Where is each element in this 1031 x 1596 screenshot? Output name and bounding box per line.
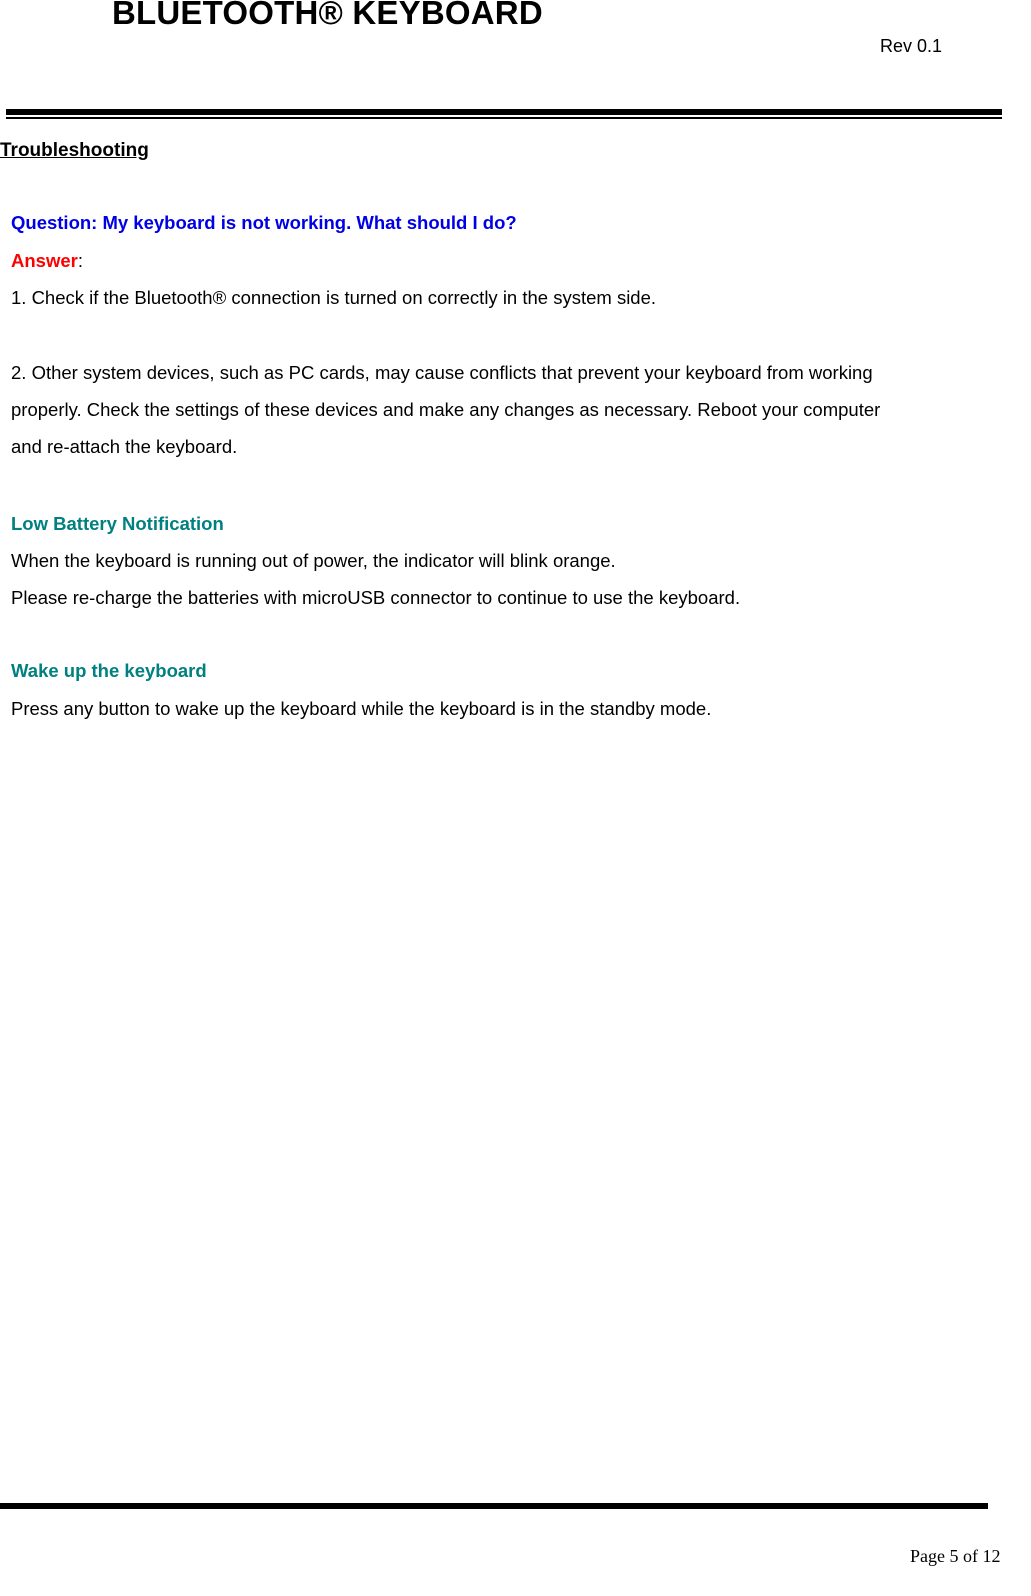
header-divider-thick bbox=[6, 109, 1002, 115]
answer-step-2-line-1: 2. Other system devices, such as PC cards, may cause conflicts that prevent your keyboard from working bbox=[11, 362, 873, 383]
footer-divider bbox=[0, 1503, 988, 1509]
section-title: Troubleshooting bbox=[0, 140, 149, 161]
low-battery-heading: Low Battery Notification bbox=[11, 513, 224, 534]
answer-label: Answer bbox=[11, 250, 78, 271]
header-divider-thin bbox=[6, 117, 1002, 119]
answer-step-2-line-2: properly. Check the settings of these devices and make any changes as necessary. Reboot your computer bbox=[11, 399, 881, 420]
revision-label: Rev 0.1 bbox=[880, 36, 943, 56]
wake-up-line-1: Press any button to wake up the keyboard while the keyboard is in the standby mode. bbox=[11, 698, 712, 719]
low-battery-line-1: When the keyboard is running out of power, the indicator will blink orange. bbox=[11, 550, 616, 571]
low-battery-line-2: Please re-charge the batteries with microUSB connector to continue to use the keyboard. bbox=[11, 587, 741, 608]
answer-step-2-line-3: and re-attach the keyboard. bbox=[11, 436, 238, 457]
faq-question: Question: My keyboard is not working. What should I do? bbox=[11, 212, 517, 233]
answer-colon: : bbox=[77, 250, 83, 271]
answer-step-1: 1. Check if the Bluetooth® connection is turned on correctly in the system side. bbox=[11, 287, 657, 308]
wake-up-heading: Wake up the keyboard bbox=[11, 660, 207, 681]
page-number: Page 5 of 12 bbox=[910, 1546, 1001, 1566]
faq-answer-label bbox=[11, 250, 83, 272]
document-title: BLUETOOTH® KEYBOARD bbox=[112, 0, 543, 31]
